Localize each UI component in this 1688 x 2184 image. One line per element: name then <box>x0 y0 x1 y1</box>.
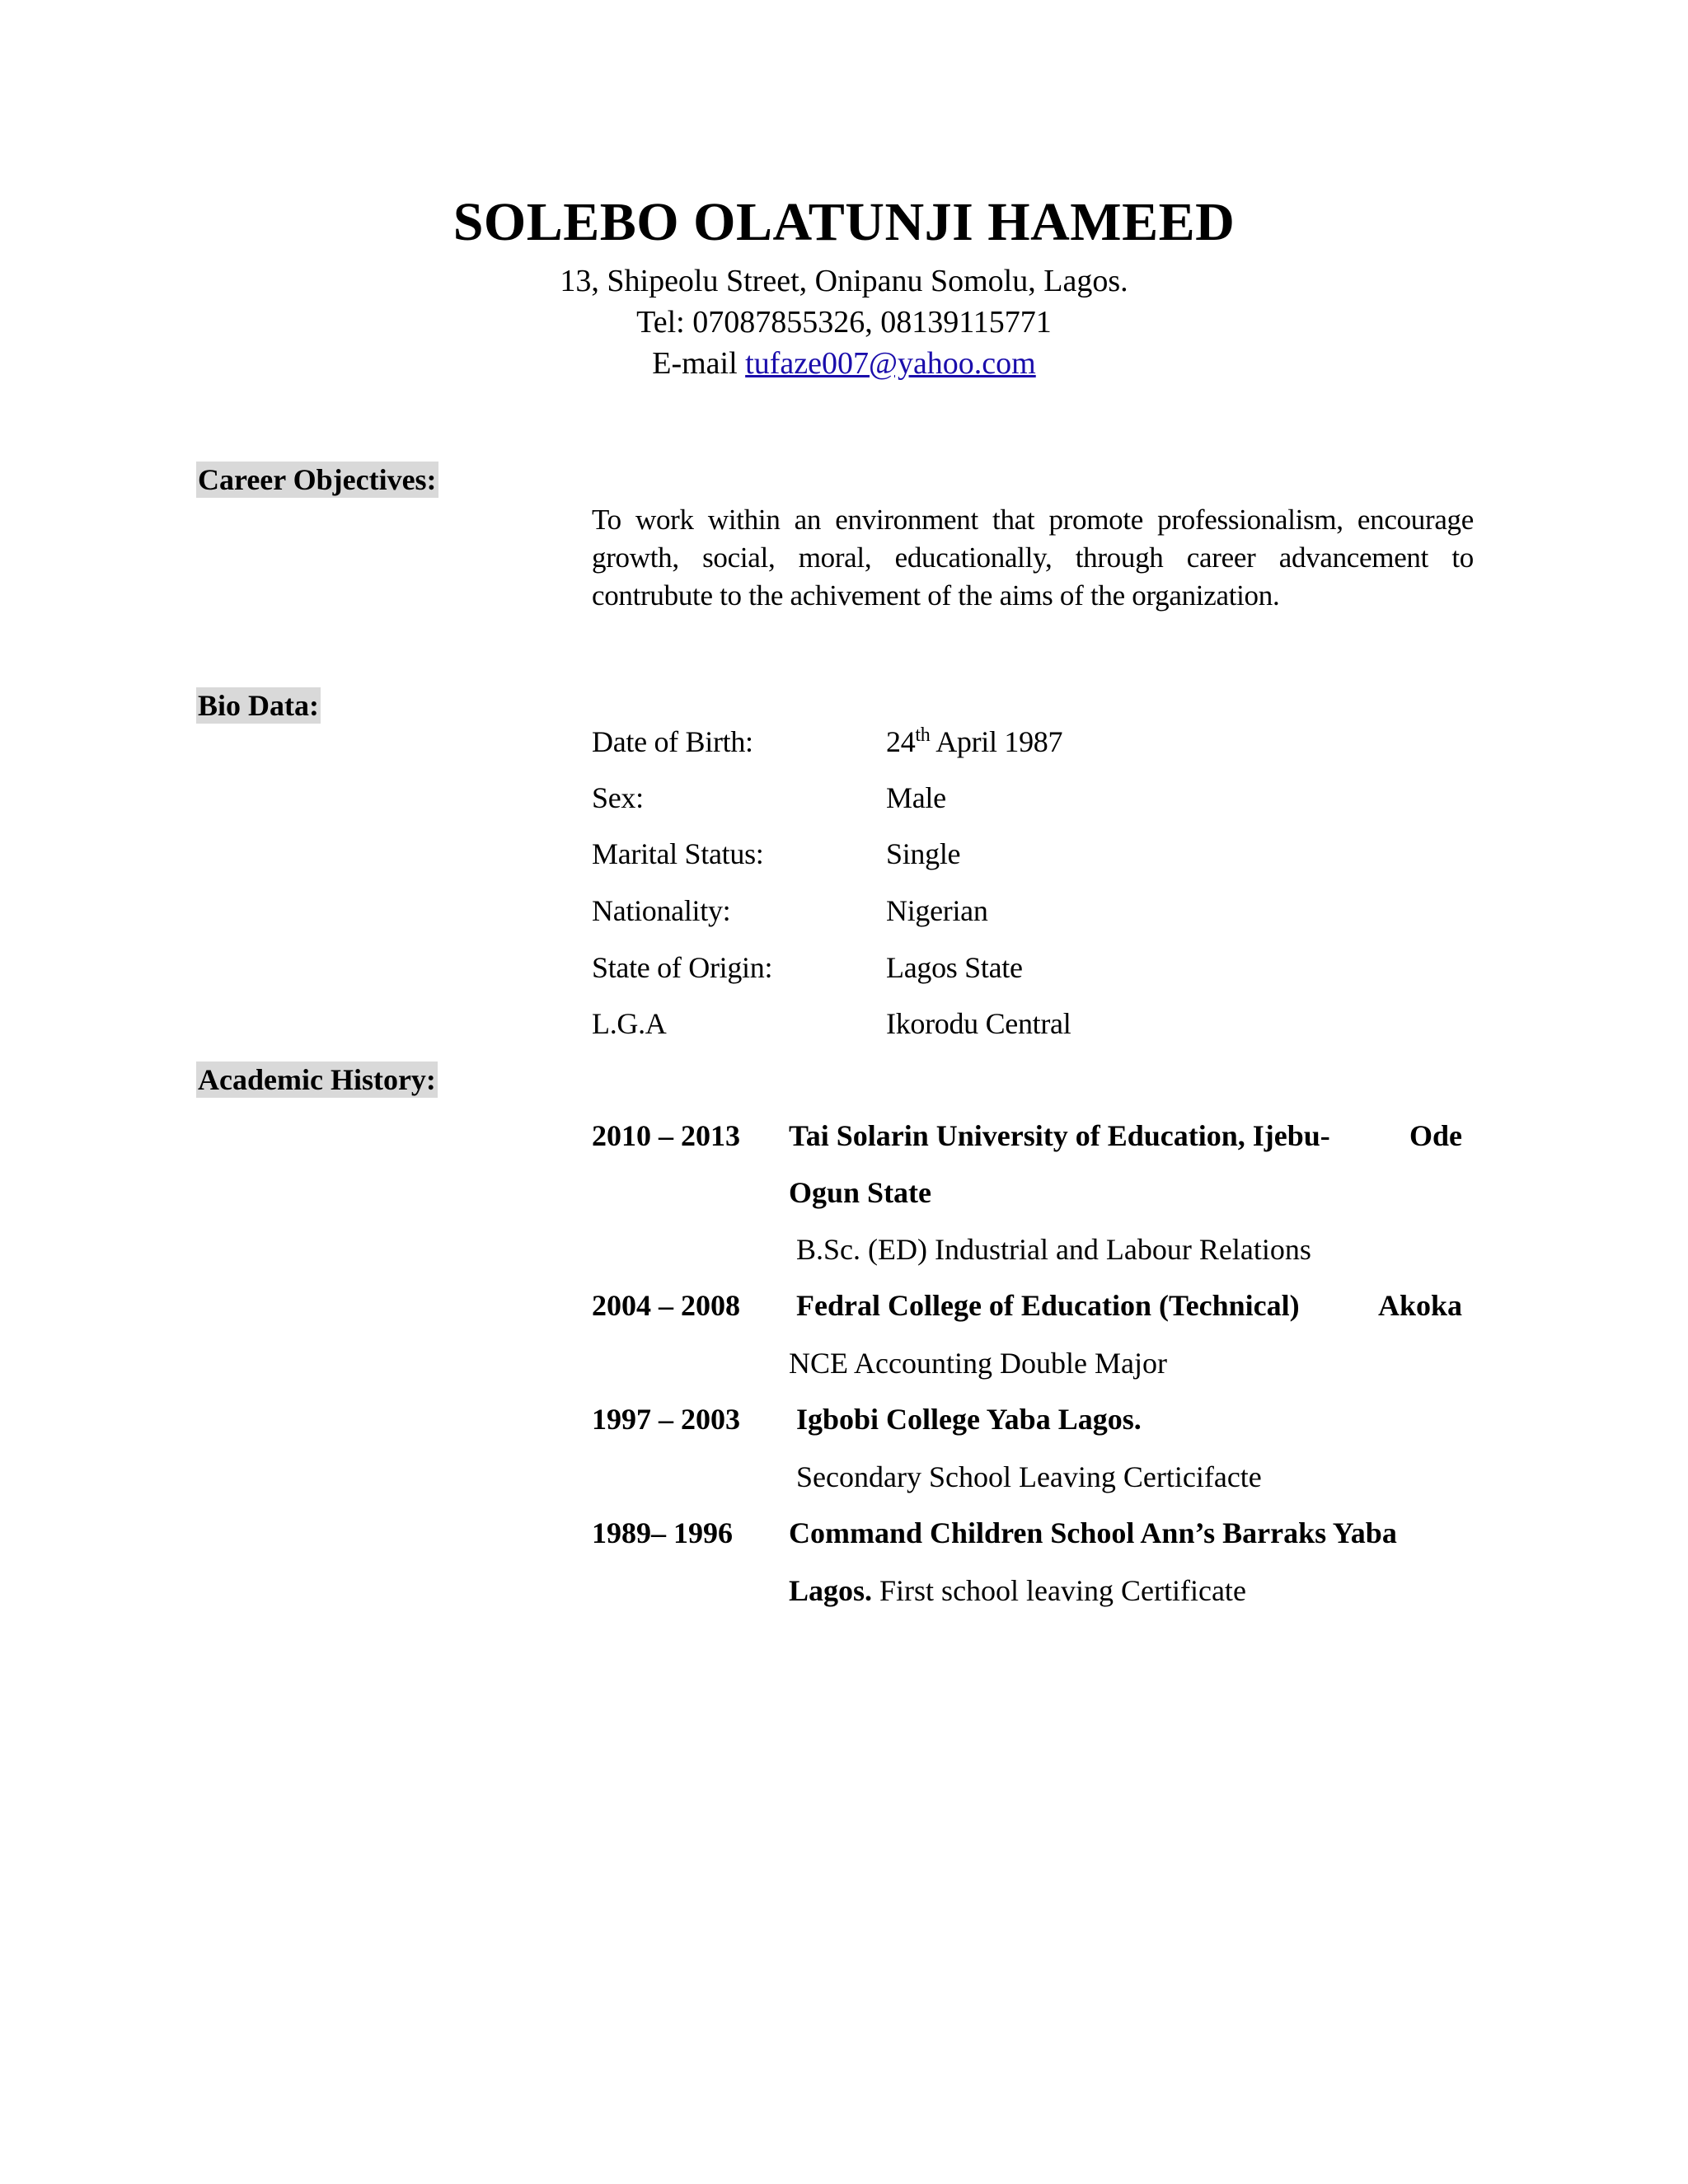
marital-value: Single <box>886 837 961 870</box>
email-label: E-mail <box>652 346 746 381</box>
dob-value <box>886 724 1062 760</box>
academic-year-3: 1997 – 2003 <box>592 1403 740 1436</box>
dob-label: Date of Birth: <box>592 725 753 758</box>
academic-school-1-town: Ode <box>1409 1119 1463 1152</box>
academic-qualification-3: Secondary School Leaving Certicifacte <box>796 1460 1262 1493</box>
academic-qualification-2: NCE Accounting Double Major <box>789 1347 1167 1380</box>
candidate-name: SOLEBO OLATUNJI HAMEED <box>452 192 1236 252</box>
address: 13, Shipeolu Street, Onipanu Somolu, Lagos. <box>560 264 1128 298</box>
academic-school-3: Igbobi College Yaba Lagos. <box>796 1403 1142 1436</box>
academic-qualification-4: First school leaving Certificate <box>872 1574 1246 1607</box>
academic-school-1: Tai Solarin University of Education, Ijebu- <box>789 1119 1330 1152</box>
telephone: Tel: 07087855326, 08139115771 <box>636 305 1052 340</box>
academic-school-2-town: Akoka <box>1378 1289 1463 1322</box>
academic-school-4-line2 <box>789 1572 1246 1609</box>
academic-year-2: 2004 – 2008 <box>592 1289 740 1322</box>
career-objectives-heading: Career Objectives: <box>198 463 437 496</box>
academic-history-heading: Academic History: <box>198 1063 436 1096</box>
origin-value: Lagos State <box>886 951 1023 984</box>
dob-day: 24 <box>886 725 916 758</box>
dob-rest: April 1987 <box>930 725 1063 758</box>
academic-school-4-city: Lagos. <box>789 1574 873 1607</box>
email-link[interactable]: tufaze007@yahoo.com <box>745 346 1036 381</box>
academic-year-1: 2010 – 2013 <box>592 1119 740 1152</box>
email-line <box>0 343 1688 384</box>
nationality-label: Nationality: <box>592 894 731 927</box>
origin-label: State of Origin: <box>592 951 773 984</box>
bio-data-heading: Bio Data: <box>198 689 319 722</box>
academic-year-4: 1989– 1996 <box>592 1516 733 1549</box>
career-objective-text: To work within an environment that promote professionalism, encourage growth, social, moral, educationally, through career advancement to contrubute to the achivement of the aims of the organization. <box>592 504 1474 612</box>
lga-value: Ikorodu Central <box>886 1007 1071 1040</box>
sex-label: Sex: <box>592 781 644 814</box>
sex-value: Male <box>886 781 946 814</box>
academic-qualification-1: B.Sc. (ED) Industrial and Labour Relations <box>796 1233 1311 1266</box>
academic-school-2: Fedral College of Education (Technical) <box>796 1289 1300 1322</box>
lga-label: L.G.A <box>592 1007 667 1040</box>
marital-label: Marital Status: <box>592 837 764 870</box>
dob-suffix: th <box>915 724 931 746</box>
academic-school-1-state: Ogun State <box>789 1176 932 1209</box>
nationality-value: Nigerian <box>886 894 988 927</box>
academic-school-4: Command Children School Ann’s Barraks Yaba <box>789 1516 1397 1549</box>
